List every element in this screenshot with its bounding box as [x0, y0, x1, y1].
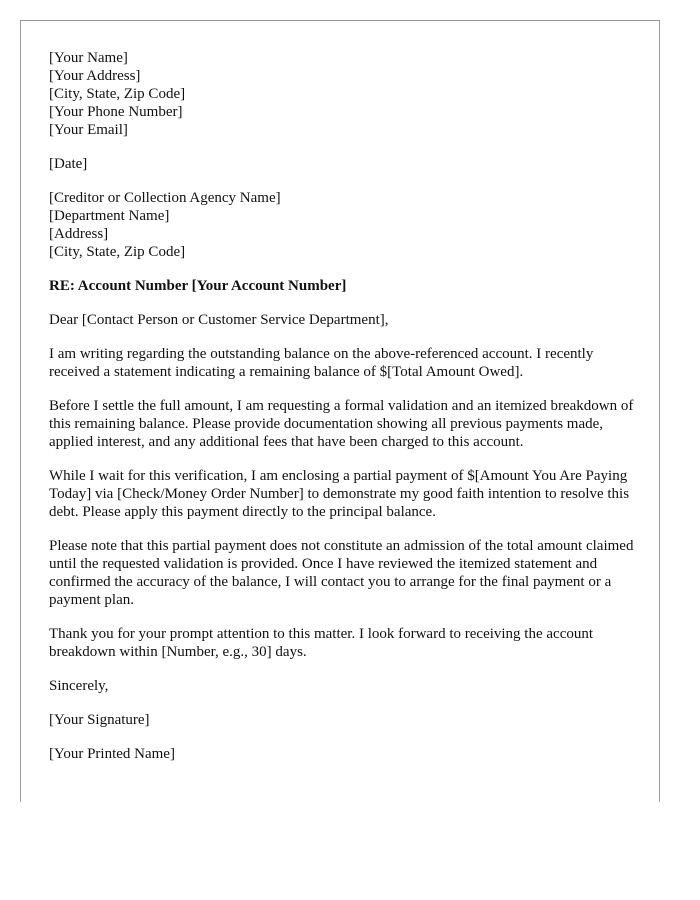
body-paragraph-2: Before I settle the full amount, I am requesting a formal validation and an itemized breakdown of this remaining balance. Please provide documentation showing all previous payments made, applied interest, and any additional fees that have been charged to this account.: [49, 398, 634, 450]
body-paragraph-4: Please note that this partial payment does not constitute an admission of the total amount claimed until the requested validation is provided. Once I have reviewed the itemized statement and confirmed the accuracy of the balance, I will contact you to arrange for the final payment or a payment plan.: [49, 538, 634, 608]
recipient-city-state-zip: [City, State, Zip Code]: [49, 244, 186, 260]
body-paragraph-3: While I wait for this verification, I am enclosing a partial payment of $[Amount You Are Paying Today] via [Check/Money Order Number] to demonstrate my good faith intention to resolve this debt. Please apply this payment directly to the principal balance.: [49, 468, 630, 520]
closing: Sincerely,: [49, 678, 109, 694]
subject-block: [49, 277, 639, 295]
letter-date: [Date]: [49, 156, 88, 172]
signature-block: [49, 711, 639, 729]
printed-name-block: [49, 745, 639, 763]
subject-line: RE: Account Number [Your Account Number]: [49, 278, 347, 294]
letter-page: [20, 20, 660, 802]
printed-name: [Your Printed Name]: [49, 746, 175, 762]
recipient-department: [Department Name]: [49, 208, 170, 224]
sender-phone: [Your Phone Number]: [49, 104, 183, 120]
body-paragraph-5: Thank you for your prompt attention to this matter. I look forward to receiving the account breakdown within [Number, e.g., 30] days.: [49, 626, 594, 660]
salutation-block: [49, 311, 639, 329]
recipient-address: [Address]: [49, 226, 109, 242]
closing-block: [49, 677, 639, 695]
salutation: Dear [Contact Person or Customer Service Department],: [49, 312, 389, 328]
letter-content: [49, 49, 639, 779]
body-paragraph-1: I am writing regarding the outstanding balance on the above-referenced account. I recently received a statement indicating a remaining balance of $[Total Amount Owed].: [49, 346, 594, 380]
sender-address: [Your Address]: [49, 68, 141, 84]
signature: [Your Signature]: [49, 712, 150, 728]
sender-city-state-zip: [City, State, Zip Code]: [49, 86, 186, 102]
sender-block: [49, 49, 639, 139]
recipient-block: [49, 189, 639, 261]
sender-email: [Your Email]: [49, 122, 128, 138]
recipient-name: [Creditor or Collection Agency Name]: [49, 190, 281, 206]
sender-name: [Your Name]: [49, 50, 128, 66]
date-block: [49, 155, 639, 173]
